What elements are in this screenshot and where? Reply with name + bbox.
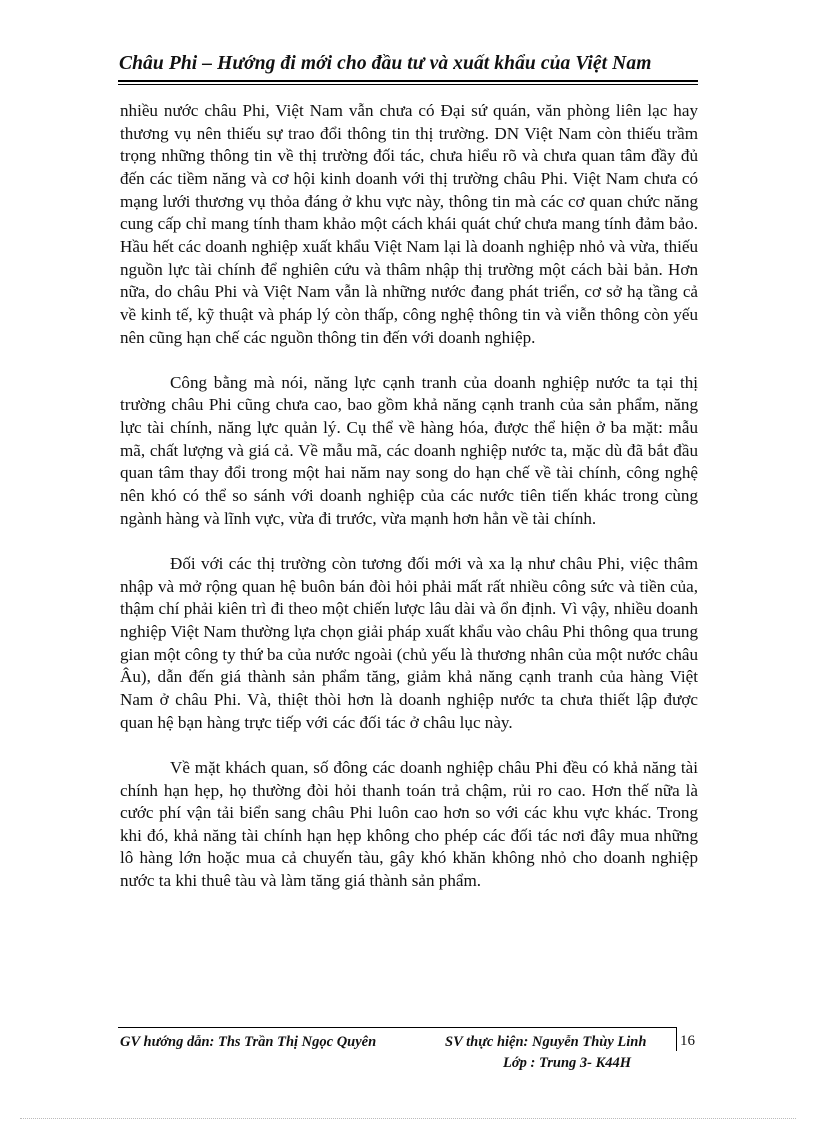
footer-instructor: GV hướng dẫn: Ths Trần Thị Ngọc Quyên xyxy=(120,1034,377,1050)
page-number: 16 xyxy=(680,1033,695,1049)
paragraph-1: nhiều nước châu Phi, Việt Nam vẫn chưa có Đại sứ quán, văn phòng liên lạc hay thương vụ nên thiếu sự trao đổi thông tin thị trường. DN Việt Nam còn thiếu trầm trọng những thông tin về thị trường đối tác, chưa hiểu rõ và chưa quan tâm đầy đủ đến các tiềm năng và cơ hội kinh doanh với thị trường châu Phi. Việt Nam chưa có mạng lưới thương vụ thỏa đáng ở khu vực này, thông tin mà các cơ quan chức năng cung cấp chỉ mang tính tham khảo một cách khái quát chứ chưa mang tính đảm bảo. Hầu hết các doanh nghiệp xuất khẩu Việt Nam lại là doanh nghiệp nhỏ và vừa, thiếu nguồn lực tài chính để nghiên cứu và thâm nhập thị trường một cách bài bản. Hơn nữa, do châu Phi và Việt Nam vẫn là những nước đang phát triển, cơ sở hạ tầng cả về kinh tế, kỹ thuật và pháp lý còn thấp, công nghệ thông tin và viễn thông còn yếu nên cũng hạn chế các nguồn thông tin đến với doanh nghiệp. xyxy=(120,101,698,347)
header-divider xyxy=(118,80,698,85)
paragraph-3: Đối với các thị trường còn tương đối mới và xa lạ như châu Phi, việc thâm nhập và mở rộng quan hệ buôn bán đòi hỏi phải mất rất nhiều công sức và tiền của, thậm chí phải kiên trì đi theo một chiến lược lâu dài và ổn định. Vì vậy, nhiều doanh nghiệp Việt Nam thường lựa chọn giải pháp xuất khẩu vào châu Phi thông qua trung gian một công ty thứ ba của nước ngoài (chủ yếu là thương nhân của một nước châu Âu), dẫn đến giá thành sản phẩm tăng, giảm khả năng cạnh tranh của hàng Việt Nam ở châu Phi. Và, thiệt thòi hơn là doanh nghiệp nước ta chưa thiết lập được quan hệ bạn hàng trực tiếp với các đối tác ở châu lục này. xyxy=(120,554,698,732)
paragraph-2: Công bằng mà nói, năng lực cạnh tranh của doanh nghiệp nước ta tại thị trường châu Phi cũng chưa cao, bao gồm khả năng cạnh tranh của sản phẩm, năng lực tài chính, năng lực quản lý. Cụ thể về hàng hóa, được thể hiện ở ba mặt: mẫu mã, chất lượng và giá cả. Về mẫu mã, các doanh nghiệp nước ta, mặc dù đã bắt đầu quan tâm thay đổi trong một hai năm nay song do hạn chế về tài chính, công nghệ nên khó có thể so sánh với doanh nghiệp của các nước tiên tiến khác trong cùng ngành hàng và lĩnh vực, vừa đi trước, vừa mạnh hơn hẳn về tài chính. xyxy=(120,372,698,528)
paragraph-4: Về mặt khách quan, số đông các doanh nghiệp châu Phi đều có khả năng tài chính hạn hẹp, họ thường đòi hỏi thanh toán trả chậm, rủi ro cao. Hơn thế nữa là cước phí vận tải biển sang châu Phi luôn cao hơn so với các khu vực khác. Trong khi đó, khả năng tài chính hạn hẹp không cho phép các đối tác nơi đây mua những lô hàng lớn hoặc mua cả chuyến tàu, gây khó khăn không nhỏ cho doanh nghiệp nước ta khi thuê tàu và làm tăng giá thành sản phẩm. xyxy=(120,757,698,891)
page-header-title: Châu Phi – Hướng đi mới cho đầu tư và xuất khẩu của Việt Nam xyxy=(119,53,652,74)
document-body xyxy=(120,100,698,915)
footer-class: Lớp : Trung 3- K44H xyxy=(503,1055,632,1071)
footer-student: SV thực hiện: Nguyễn Thùy Linh xyxy=(445,1034,647,1050)
page-bottom-border xyxy=(20,1118,796,1119)
page-number-separator xyxy=(676,1027,677,1051)
footer-divider xyxy=(118,1027,676,1028)
